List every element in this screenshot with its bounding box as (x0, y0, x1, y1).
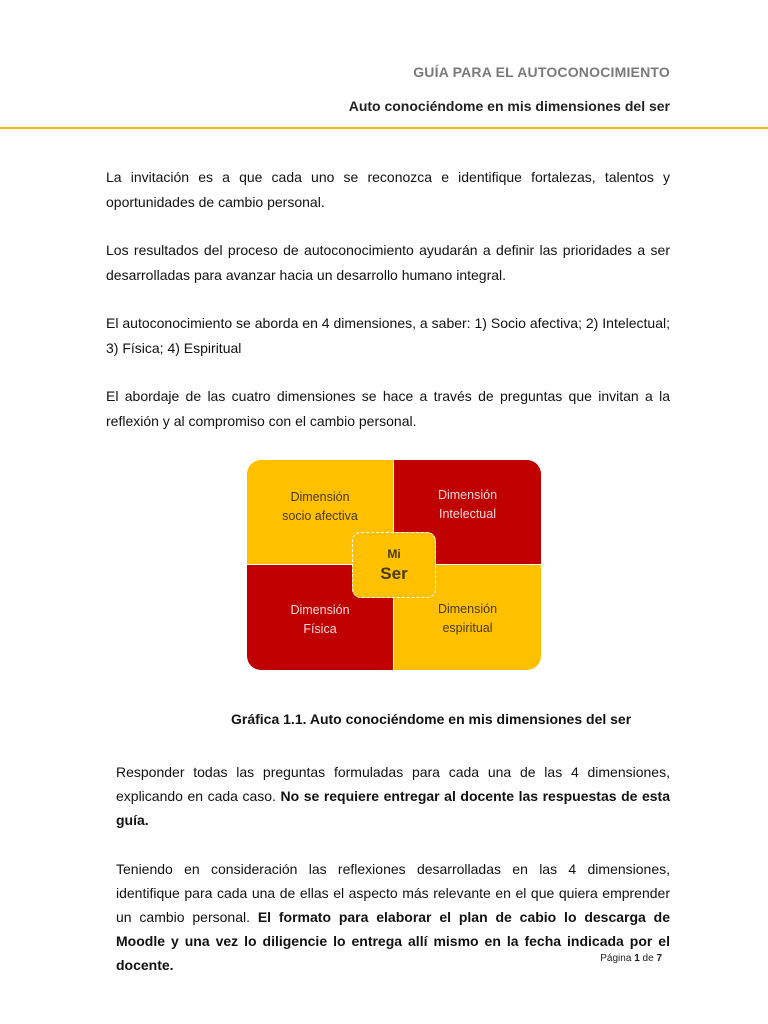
center-mi-ser (352, 532, 436, 598)
paragraph-results: Los resultados del proceso de autoconocimiento ayudarán a definir las prioridades a ser desarrolladas para avanzar hacia un desarrollo humano integral. (106, 242, 670, 283)
quadrant-label-line1: Dimensión (437, 601, 498, 616)
instruction-bold-text: El formato para elaborar el plan de cabio lo descarga de Moodle y una vez lo diligencie lo entrega allí mismo en la fecha indicada por el docente. (116, 909, 670, 973)
quadrant-label-line2: socio afectiva (282, 509, 358, 523)
of-label: de (642, 953, 654, 964)
total-pages: 7 (656, 953, 662, 964)
paragraph-invitation: La invitación es a que cada uno se reconozca e identifique fortalezas, talentos y oportunidades de cambio personal. (106, 169, 670, 210)
header-subtitle: Auto conociéndome en mis dimensiones del ser (348, 98, 670, 114)
paragraph-change-plan (116, 857, 670, 977)
page-label: Página (600, 953, 632, 964)
header-title: GUÍA PARA EL AUTOCONOCIMIENTO (413, 64, 670, 80)
quadrant-label-line2: espiritual (442, 620, 493, 635)
quadrant-label-line1: Dimensión (290, 602, 350, 617)
instruction-text: Responder todas las preguntas formuladas para cada una de las 4 dimensiones, explicando en cada caso. (116, 764, 670, 804)
quadrant-label-line1: Dimensión (290, 490, 350, 504)
center-label-ser: Ser (380, 564, 408, 583)
quadrant-label-line2: Física (303, 621, 337, 636)
figure-caption: Gráfica 1.1. Auto conociéndome en mis dimensiones del ser (231, 711, 632, 727)
paragraph-approach: El abordaje de las cuatro dimensiones se hace a través de preguntas que invitan a la reflexión y al compromiso con el cambio personal. (106, 388, 670, 429)
header-rule (0, 127, 768, 129)
paragraph-answer-instructions (116, 760, 670, 832)
page-number (600, 953, 662, 964)
center-label-mi: Mi (387, 547, 401, 561)
quadrant-label-line1: Dimensión (437, 488, 498, 502)
current-page: 1 (634, 953, 640, 964)
instruction-bold-text: No se requiere entregar al docente las respuestas de esta guía. (116, 788, 670, 828)
instruction-text: Teniendo en consideración las reflexiones desarrolladas en las 4 dimensiones, identifique para cada una de ellas el aspecto más relevante en el que quiera emprender un cambio personal. (116, 861, 670, 925)
dimensions-diagram (247, 460, 541, 670)
paragraph-dimensions: El autoconocimiento se aborda en 4 dimensiones, a saber: 1) Socio afectiva; 2) Intelectual; 3) Física; 4) Espiritual (106, 315, 670, 356)
quadrant-label-line2: Intelectual (439, 507, 496, 521)
